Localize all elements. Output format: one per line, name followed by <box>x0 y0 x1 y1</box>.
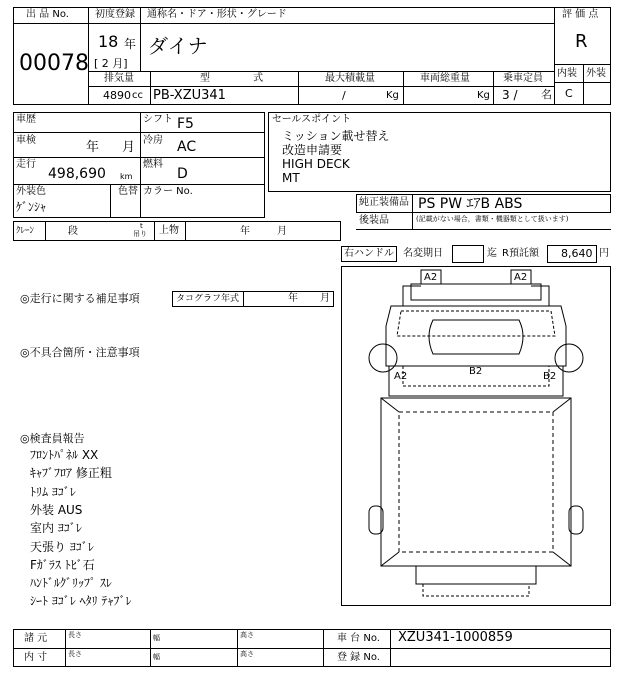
height-label: 高さ <box>240 631 254 639</box>
fuel-value: D <box>177 166 188 182</box>
interior-grade-value: C <box>565 87 573 100</box>
dimensions-label: 諸 元 <box>24 633 48 644</box>
lot-number-label: 出 品 No. <box>26 9 69 20</box>
registration-number-label: 登 録 No. <box>337 652 380 663</box>
steering-value: 右ハンドル <box>344 248 394 259</box>
type-label: 型 式 <box>200 73 284 84</box>
shift-value: F5 <box>177 116 194 132</box>
inspector-line: 天張り ﾖｺﾞﾚ <box>30 540 94 554</box>
exterior-grade-label: 外装 <box>586 68 606 79</box>
inspector-line: Fｶﾞﾗｽ ﾄﾋﾞ石 <box>30 558 95 572</box>
first-registration-label: 初度登録 <box>95 9 135 20</box>
sales-point-line: ミッション載せ替え <box>282 129 390 143</box>
genuine-equipment-label: 純正装備品 <box>359 197 409 208</box>
aftermarket-label: 後装品 <box>359 215 389 226</box>
upper-month-unit: 月 <box>277 226 287 237</box>
mileage-value: 498,690 <box>48 166 106 182</box>
inspection-label: 車検 <box>16 135 36 146</box>
first-registration-month: [ 2 月] <box>94 57 128 70</box>
crane-label: ｸﾚｰﾝ <box>16 226 35 236</box>
inspection-year-unit: 年 <box>86 140 100 155</box>
capacity-value: 3 / <box>502 88 518 102</box>
recycle-deposit-value: 8,640 <box>561 247 593 260</box>
inspector-line: ｷｬﾌﾞﾌﾛｱ 修正粗 <box>30 466 112 480</box>
inner-dimensions-label: 内 寸 <box>24 652 48 663</box>
width-label: 幅 <box>153 653 160 661</box>
defects-title: ◎不具合箇所・注意事項 <box>20 346 140 359</box>
upper-year-unit: 年 <box>240 226 250 237</box>
chassis-number-value: XZU341-1000859 <box>398 630 513 645</box>
inspector-line: ﾊﾝﾄﾞﾙｸﾞﾘｯﾌﾟ ｽﾚ <box>30 576 112 590</box>
first-registration-year: 18 <box>98 32 119 51</box>
upper-body-label: 上物 <box>159 225 179 236</box>
exterior-color-value: ｹﾞﾝｼｬ <box>16 200 47 214</box>
inspector-line: ﾌﾛﾝﾄﾊﾟﾈﾙ XX <box>30 448 99 462</box>
history-label: 車歴 <box>16 114 36 125</box>
displacement-unit: cc <box>132 90 143 101</box>
inspector-line: ｼｰﾄ ﾖｺﾞﾚ ﾍﾀﾘ ﾃｬﾌﾞﾚ <box>30 594 132 608</box>
inspector-report-title: ◎検査員報告 <box>20 432 85 445</box>
damage-mark: A2 <box>424 272 438 283</box>
inspector-line: 室内 ﾖｺﾞﾚ <box>30 521 82 535</box>
tachograph-month-unit: 月 <box>320 293 330 304</box>
details-frame <box>13 112 265 218</box>
name-change-until: 迄 <box>487 248 497 259</box>
capacity-label: 乗車定員 <box>503 73 543 84</box>
damage-mark: A2 <box>394 371 408 382</box>
lot-number: 00078 <box>19 51 89 76</box>
damage-mark: B2 <box>469 366 483 377</box>
width-label: 幅 <box>153 634 160 642</box>
tachograph-year-unit: 年 <box>288 293 298 304</box>
model-name-label: 通称名・ドア・形状・グレード <box>147 9 287 20</box>
first-registration-year-unit: 年 <box>124 37 137 51</box>
sales-points-label: セールスポイント <box>272 114 352 125</box>
height-label: 高さ <box>240 650 254 658</box>
inspector-line: ﾄﾘﾑ ﾖｺﾞﾚ <box>30 485 76 499</box>
ac-value: AC <box>177 139 197 155</box>
name-change-label: 名変期日 <box>403 248 443 259</box>
aftermarket-note: (記載がない場合，書類・機器類として扱います) <box>416 215 569 223</box>
model-name: ダイナ <box>148 34 208 58</box>
truck-diagram <box>341 266 611 606</box>
shift-label: シフト <box>143 114 173 125</box>
fuel-label: 燃料 <box>143 159 163 170</box>
mileage-unit: km <box>120 172 133 181</box>
inspector-line: 外装 AUS <box>30 503 83 517</box>
color-change-label: 色替 <box>118 186 138 197</box>
name-change-date-box <box>452 245 484 263</box>
genuine-equipment-value: PS PW ｴｱB ABS <box>418 196 523 212</box>
sales-point-line: MT <box>282 171 300 185</box>
ac-label: 冷房 <box>143 135 163 146</box>
sales-point-line: HIGH DECK <box>282 157 350 171</box>
capacity-unit: 名 <box>541 88 552 101</box>
grade-value: R <box>575 31 588 52</box>
max-load-label: 最大積載量 <box>325 73 375 84</box>
chassis-number-label: 車 台 No. <box>337 633 380 644</box>
driving-notes-title: ◎走行に関する補足事項 <box>20 292 140 305</box>
crane-stage-unit: 段 <box>68 226 78 237</box>
displacement-label: 排気量 <box>104 73 134 84</box>
displacement-value: 4890 <box>103 89 131 102</box>
sales-point-line: 改造申請要 <box>282 143 343 157</box>
gross-weight-label: 車両総重量 <box>420 73 470 84</box>
length-label: 長さ <box>68 631 82 639</box>
inspection-month-unit: 月 <box>122 140 136 155</box>
damage-mark: A2 <box>514 272 528 283</box>
model-type-value: PB-XZU341 <box>153 88 226 103</box>
interior-grade-label: 内装 <box>557 68 577 79</box>
damage-mark: B2 <box>543 371 557 382</box>
length-label: 長さ <box>68 650 82 658</box>
recycle-deposit-unit: 円 <box>599 248 609 259</box>
crane-hang-unit: 吊り <box>133 230 147 238</box>
max-load-unit: Kg <box>386 90 399 101</box>
crane-ton-unit: t <box>140 222 143 230</box>
mileage-label: 走行 <box>16 159 36 170</box>
max-load-value: / <box>342 89 346 102</box>
gross-weight-unit: Kg <box>477 90 490 101</box>
recycle-deposit-label: R預託額 <box>502 248 539 259</box>
tachograph-label: タコグラフ年式 <box>176 294 240 304</box>
exterior-color-label: 外装色 <box>16 186 46 197</box>
grade-label: 評 価 点 <box>562 9 599 20</box>
color-number-label: カラー No. <box>143 186 193 197</box>
